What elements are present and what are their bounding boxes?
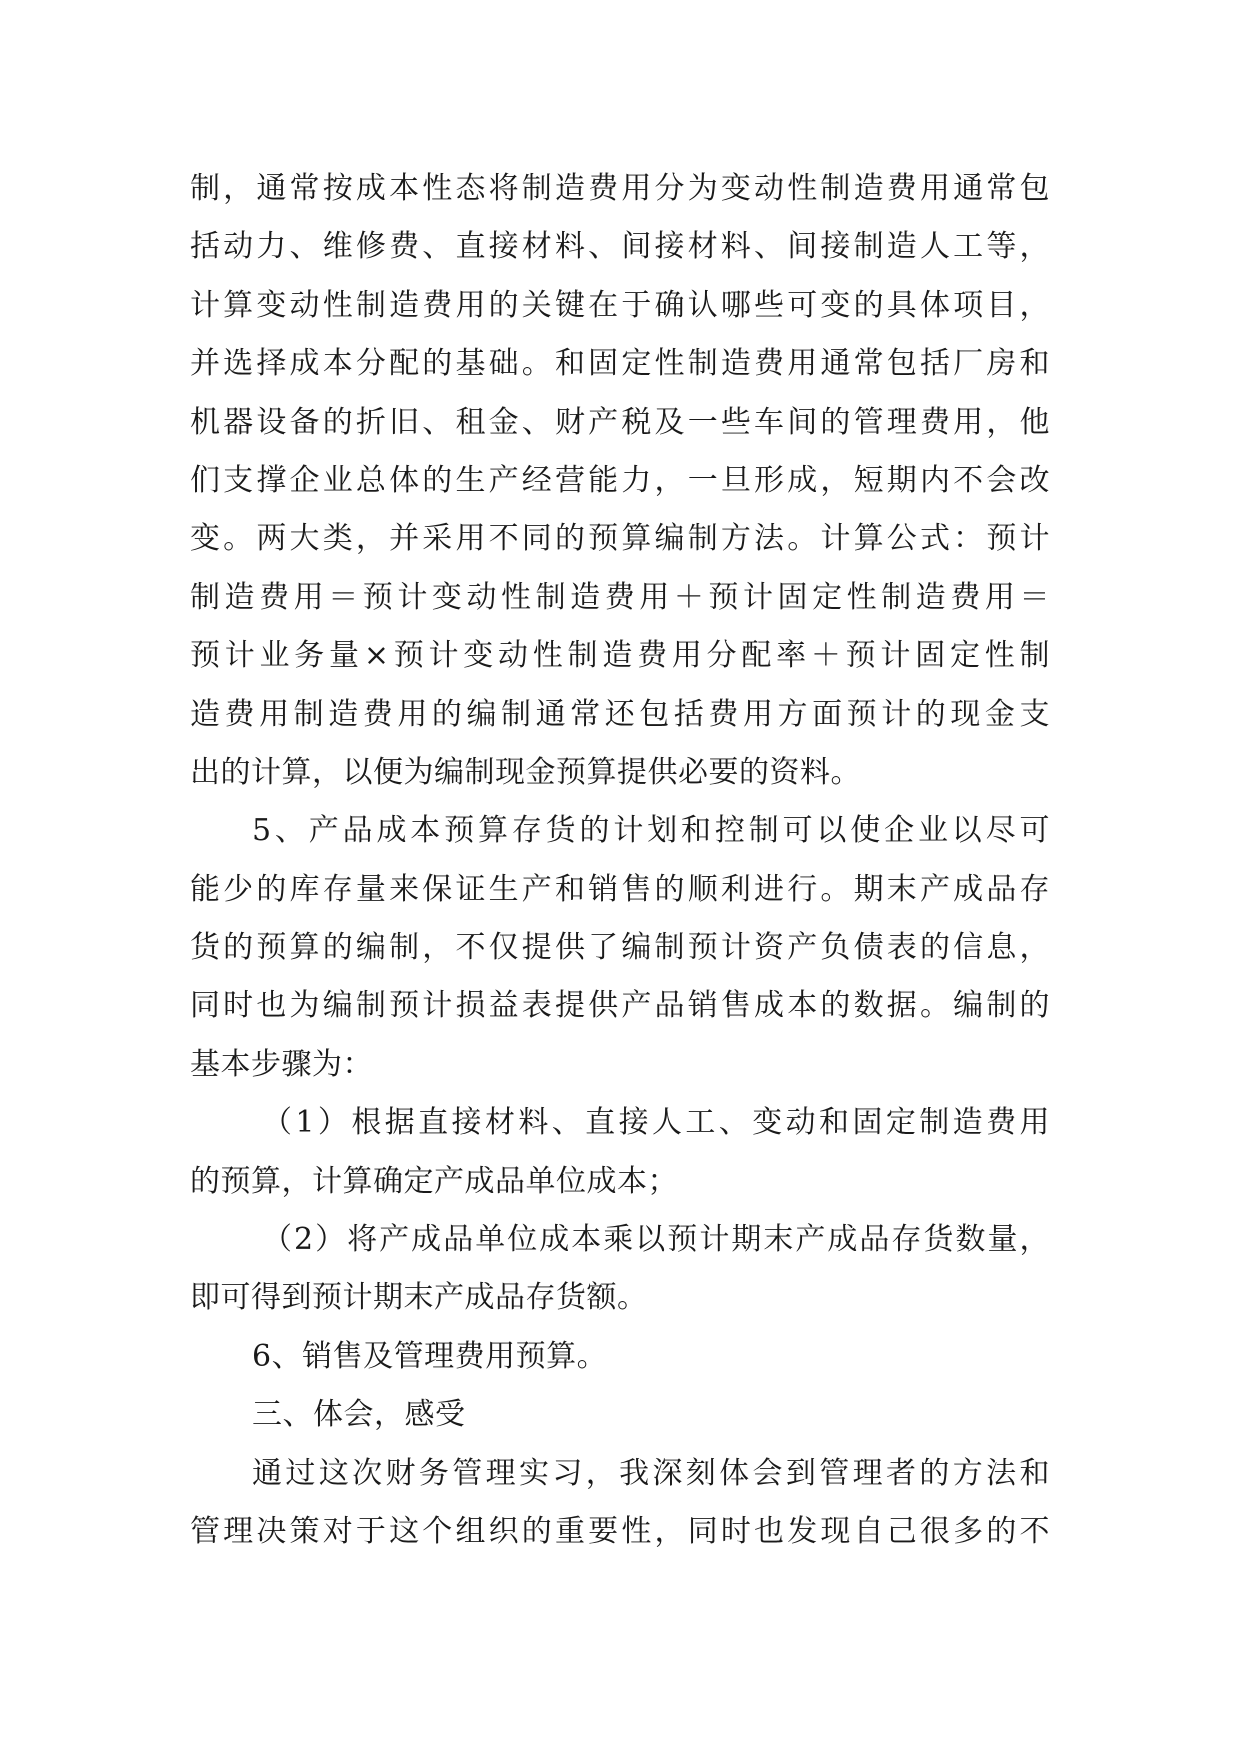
text-line: 即可得到预计期末产成品存货额。 (190, 1280, 648, 1316)
text-line: 制，通常按成本性态将制造费用分为变动性制造费用通常包 (190, 171, 1050, 206)
text-line: 机器设备的折旧、租金、财产税及一些车间的管理费用，他 (190, 404, 1050, 440)
text-line: 并选择成本分配的基础。和固定性制造费用通常包括厂房和 (190, 346, 1050, 382)
text-line: 能少的库存量来保证生产和销售的顺利进行。期末产成品存 (190, 871, 1050, 907)
text-line: 变。两大类，并采用不同的预算编制方法。计算公式：预计 (190, 521, 1050, 557)
text-line: 括动力、维修费、直接材料、间接材料、间接制造人工等， (190, 229, 1050, 265)
text-line: （1）根据直接材料、直接人工、变动和固定制造费用 (262, 1105, 1050, 1141)
text-line: 货的预算的编制，不仅提供了编制预计资产负债表的信息， (190, 930, 1050, 966)
text-line: 通过这次财务管理实习，我深刻体会到管理者的方法和 (252, 1455, 1050, 1491)
text-line: 管理决策对于这个组织的重要性，同时也发现自己很多的不 (190, 1513, 1050, 1549)
text-line: 同时也为编制预计损益表提供产品销售成本的数据。编制的 (190, 988, 1050, 1024)
text-line: 们支撑企业总体的生产经营能力，一旦形成，短期内不会改 (190, 462, 1050, 498)
text-line: 出的计算，以便为编制现金预算提供必要的资料。 (190, 754, 861, 790)
text-line: 三、体会，感受 (252, 1397, 466, 1433)
text-line: （2）将产成品单位成本乘以预计期末产成品存货数量， (262, 1222, 1050, 1258)
text-line: 6、销售及管理费用预算。 (252, 1338, 608, 1374)
body-text (190, 160, 1050, 1561)
text-line: 制造费用＝预计变动性制造费用＋预计固定性制造费用＝ (190, 579, 1050, 615)
text-line: 预计业务量×预计变动性制造费用分配率＋预计固定性制 (190, 638, 1050, 674)
text-line: 的预算，计算确定产成品单位成本； (190, 1163, 678, 1199)
text-line: 造费用制造费用的编制通常还包括费用方面预计的现金支 (190, 696, 1050, 732)
text-line: 计算变动性制造费用的关键在于确认哪些可变的具体项目， (190, 287, 1050, 323)
text-line: 基本步骤为： (190, 1046, 373, 1082)
text-line: 5、产品成本预算存货的计划和控制可以使企业以尽可 (252, 813, 1050, 849)
